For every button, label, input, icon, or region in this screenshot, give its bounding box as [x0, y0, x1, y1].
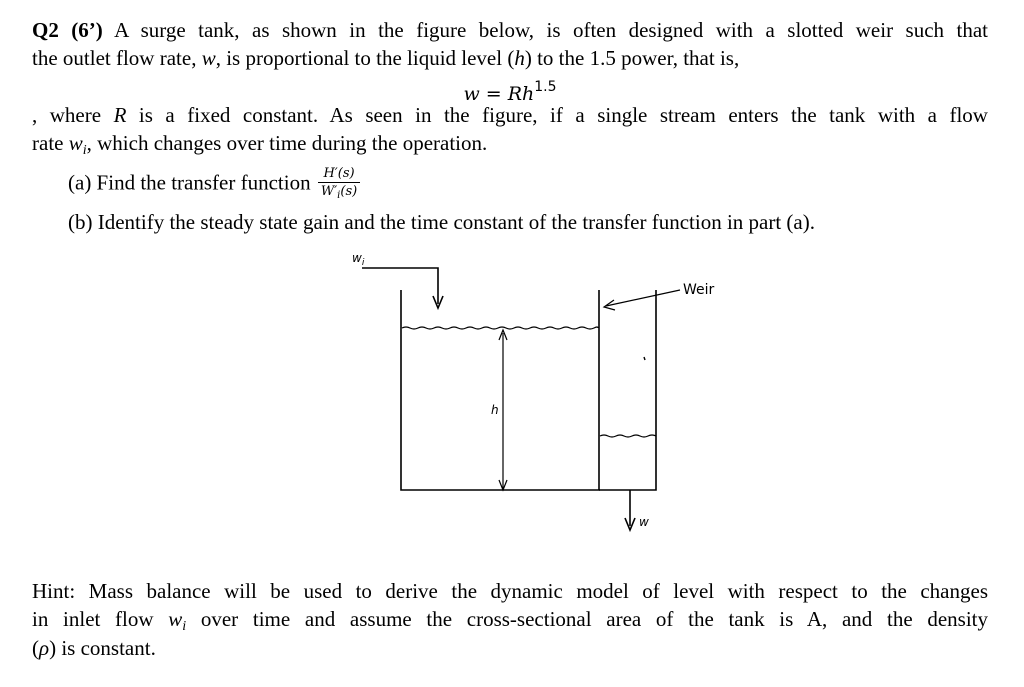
part-a-text: (a) Find the transfer function — [68, 170, 316, 195]
part-a — [68, 165, 968, 204]
hint-line-3 — [32, 634, 988, 662]
text-segment: the outlet flow rate, — [32, 46, 202, 70]
fraction-numerator: H′(s) — [318, 165, 360, 183]
level-arrow-up-icon — [499, 330, 507, 340]
equation-exponent: 1.5 — [534, 79, 557, 95]
inlet-pipe — [362, 268, 438, 304]
inlet-arrow-icon — [433, 296, 443, 308]
weir-label: Weir — [683, 282, 715, 298]
level-label: h — [491, 403, 499, 417]
weir-pointer-line — [606, 290, 680, 306]
text-segment: ) to the 1.5 power, that is, — [524, 46, 740, 70]
equation-body: w = Rh — [463, 83, 535, 105]
tank-wall — [401, 290, 600, 490]
inlet-label: $w_i$ — [352, 251, 365, 268]
variable-w: w — [201, 46, 216, 70]
outlet-arrow-icon — [625, 518, 635, 530]
text-segment: , which changes over time during the operation. — [86, 131, 488, 155]
part-b: (b) Identify the steady state gain and the time constant of the transfer function in part (a). — [68, 210, 815, 234]
liquid-surface — [402, 327, 598, 329]
question-line-1 — [32, 16, 988, 44]
text-segment: is a fixed constant. As seen in the figure, if a single stream enters the tank with a flow — [126, 103, 988, 127]
text-segment: ) is constant. — [49, 636, 156, 660]
hint-line-1: Hint: Mass balance will be used to derive the dynamic model of level with respect to the changes — [32, 579, 988, 603]
subscript-i: i — [182, 619, 187, 634]
outlet-label: w — [639, 515, 649, 529]
text-segment: , where — [32, 103, 114, 127]
level-arrow-down-icon — [499, 480, 507, 490]
text-segment: rate — [32, 131, 69, 155]
variable-w: w — [168, 607, 183, 631]
denominator-tail: (s) — [340, 184, 358, 199]
question-label: Q2 (6’) — [32, 18, 103, 42]
variable-w: w — [68, 131, 83, 155]
question-line-5 — [32, 129, 988, 165]
weir-pointer-arrow-icon — [604, 300, 615, 310]
outlet-chamber-wall — [599, 290, 656, 490]
question-line-2 — [32, 44, 988, 72]
question-intro-text: A surge tank, as shown in the figure below, is often designed with a slotted weir such that — [114, 18, 988, 42]
text-segment: , is proportional to the liquid level ( — [215, 46, 515, 70]
text-segment: in inlet flow — [32, 607, 169, 631]
transfer-function-fraction — [318, 165, 360, 204]
variable-r: R — [113, 103, 127, 127]
text-segment: ( — [32, 636, 39, 660]
fraction-denominator — [318, 183, 360, 204]
question-line-4 — [32, 101, 988, 129]
denominator-subscript: i — [337, 190, 341, 201]
denominator-symbol: W′ — [320, 184, 338, 199]
text-segment: over time and assume the cross-sectional area of the tank is A, and the density — [186, 607, 988, 631]
chamber-liquid-surface — [600, 435, 656, 437]
subscript-i: i — [82, 143, 87, 158]
variable-rho: ρ — [39, 636, 50, 660]
variable-h: h — [514, 46, 525, 70]
weir-slot-mark — [644, 357, 645, 360]
